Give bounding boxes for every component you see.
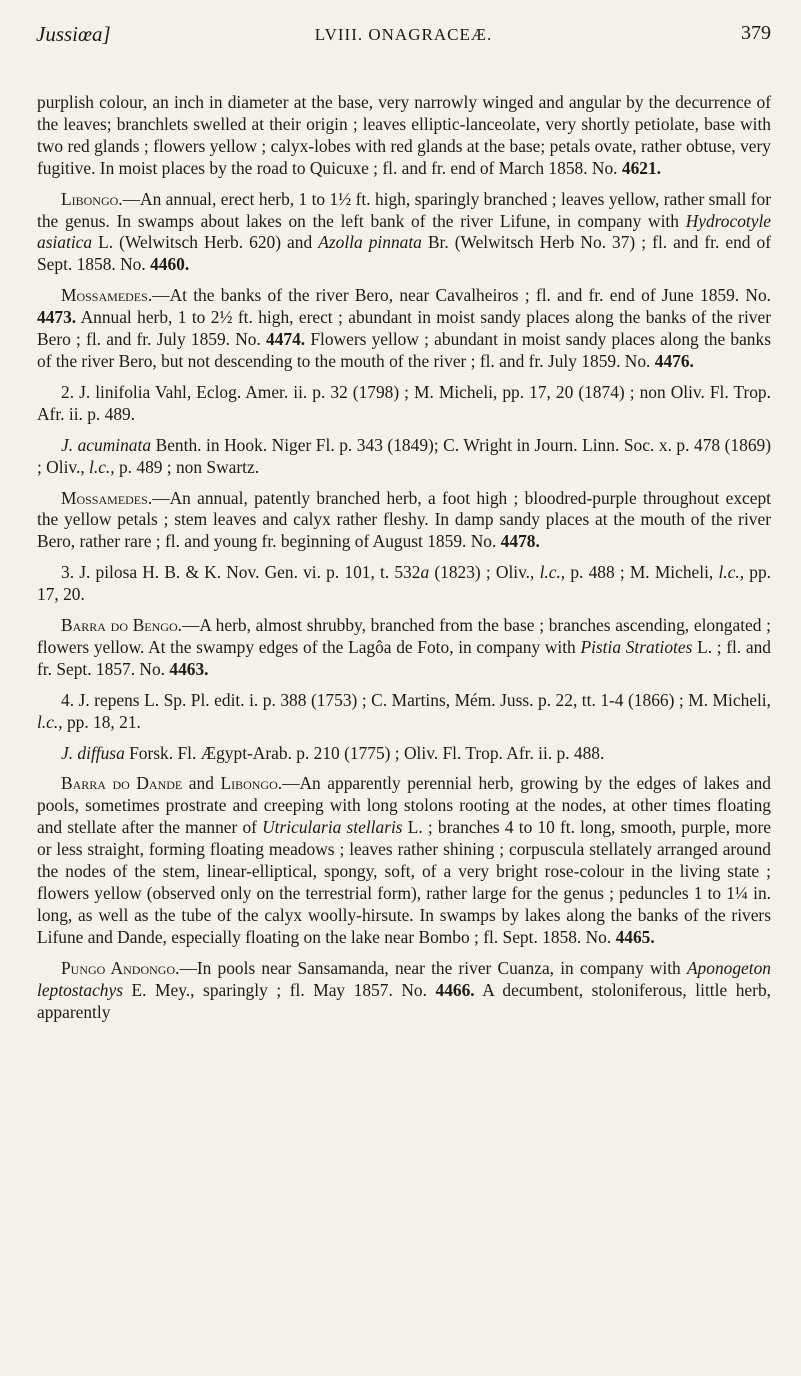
specimen-number: 4621. bbox=[621, 157, 662, 178]
paragraph-libongo: Libongo.—An annual, erect herb, 1 to 1½ ft. high, sparingly branched ; leaves yellow, rather small for the genus. In swamps about lakes on the left bank of the river Lifune, in company with Hydrocotyle asiatica L. (Welwitsch Herb. 620) and Azolla pinnata Br. (Welwitsch Herb No. 37) ; fl. and fr. end of Sept. 1858. No. 4460. bbox=[37, 188, 771, 275]
specimen-number: 4463. bbox=[169, 658, 209, 679]
synonym-name: J. diffusa bbox=[61, 742, 125, 763]
specimen-number: 4465. bbox=[615, 926, 655, 947]
page-number: 379 bbox=[741, 22, 771, 44]
locality-name: Pungo Andongo. bbox=[61, 957, 180, 978]
species-name: Pistia Stratiotes bbox=[580, 636, 693, 657]
specimen-number: 4473. bbox=[37, 307, 77, 328]
paragraph-pungo-andongo: Pungo Andongo.—In pools near Sansamanda, near the river Cuanza, in company with Aponogeton leptostachys E. Mey., sparingly ; fl. May 1857. No. 4466. A decumbent, stoloniferous, little herb, apparently bbox=[37, 957, 771, 1022]
specimen-number: 4476. bbox=[654, 350, 694, 371]
locality-name: Libongo. bbox=[220, 773, 283, 794]
specimen-number: 4474. bbox=[266, 329, 306, 350]
locality-name: Mossamedes. bbox=[61, 487, 153, 508]
specimen-number: 4466. bbox=[435, 979, 475, 1000]
species-heading-repens: 4. J. repens L. Sp. Pl. edit. i. p. 388 (1753) ; C. Martins, Mém. Juss. p. 22, tt. 1-4 (1866) ; M. Micheli, l.c., pp. 18, 21. bbox=[37, 689, 771, 732]
species-heading-pilosa: 3. J. pilosa H. B. & K. Nov. Gen. vi. p. 101, t. 532a (1823) ; Oliv., l.c., p. 488 ; M. Micheli, l.c., pp. 17, 20. bbox=[37, 562, 771, 605]
species-name: Aponogeton leptostachys bbox=[37, 957, 771, 1000]
paragraph-mossamedes: Mossamedes.—At the banks of the river Bero, near Cavalheiros ; fl. and fr. end of June 1859. No. 4473. Annual herb, 1 to 2½ ft. high, erect ; abundant in moist sandy places along the banks of the river Bero ; fl. and fr. July 1859. No. 4474. Flowers yellow ; abundant in moist sandy places along the banks of the river Bero, but not descending to the mouth of the river ; fl. and fr. July 1859. No. 4476. bbox=[37, 285, 771, 371]
species-heading: 2. J. linifolia bbox=[61, 381, 151, 402]
running-head-genus: Jussiœa] bbox=[36, 22, 111, 46]
synonym-name: J. acuminata bbox=[61, 434, 152, 455]
synonym-diffusa: J. diffusa Forsk. Fl. Ægypt-Arab. p. 210 (1775) ; Oliv. Fl. Trop. Afr. ii. p. 488. bbox=[61, 742, 605, 763]
locality-name: Mossamedes. bbox=[61, 285, 153, 306]
species-name: Utricularia stellaris bbox=[262, 817, 403, 838]
specimen-number: 4478. bbox=[500, 531, 540, 552]
running-head bbox=[36, 16, 771, 48]
paragraph-mossamedes-2: Mossamedes.—An annual, patently branched herb, a foot high ; bloodred-purple throughout except the yellow petals ; stem leaves and calyx rather fleshy. In damp sandy places at the mouth of the river Bero, rather rare ; fl. and young fr. beginning of August 1859. No. 4478. bbox=[37, 487, 771, 552]
species-heading: 4. J. repens bbox=[61, 689, 140, 710]
paragraph-continuation: purplish colour, an inch in diameter at the base, very narrowly winged and angular by the decurrence of the leaves; branchlets swelled at their origin ; leaves elliptic-lanceolate, very shortly petiolate, base with two red glands ; flowers yellow ; calyx-lobes with red glands at the base; petals ovate, rather obtuse, very fugitive. In moist places by the road to Quicuxe ; fl. and fr. end of March 1858. No. 4621. bbox=[37, 92, 771, 178]
paragraph-barra-do-bengo: Barra do Bengo.—A herb, almost shrubby, branched from the base ; branches ascending, elongated ; flowers yellow. At the swampy edges of the Lagôa de Foto, in company with Pistia Stratiotes L. ; fl. and fr. Sept. 1857. No. 4463. bbox=[37, 615, 771, 679]
locality-name: Barra do Bengo. bbox=[61, 615, 182, 636]
species-name: Azolla pinnata bbox=[318, 232, 422, 253]
specimen-number: 4460. bbox=[150, 254, 190, 275]
locality-name: Barra do Dande bbox=[61, 773, 183, 794]
synonym-acuminata: J. acuminata Benth. in Hook. Niger Fl. p. 343 (1849); C. Wright in Journ. Linn. Soc. x. p. 478 (1869) ; Oliv., l.c., p. 489 ; non Swartz. bbox=[37, 434, 772, 477]
species-name: Hydrocotyle asiatica bbox=[37, 210, 771, 253]
species-heading: 3. J. pilosa bbox=[61, 562, 138, 583]
running-head-family: LVIII. ONAGRACEÆ. bbox=[314, 25, 493, 44]
locality-name: Libongo. bbox=[61, 188, 123, 209]
paragraph-barra-do-dande: Barra do Dande and Libongo.—An apparently perennial herb, growing by the edges of lakes and pools, sometimes prostrate and creeping with long stolons rooting at the nodes, at other times floating and stellate after the manner of Utricularia stellaris L. ; branches 4 to 10 ft. long, smooth, purple, more or less straight, forming floating meadows ; leaves rather shining ; corpuscula stellately arranged around the nodes of the stem, linear-elliptical, spongy, soft, of a very bright rose-colour in the living state ; flowers yellow (observed only on the terrestrial form), rather large for the genus ; peduncles 1 to 1¼ in. long, as well as the tube of the calyx woolly-hirsute. In swamps by lakes along the banks of the rivers Lifune and Dande, especially floating on the lake near Bombo ; fl. Sept. 1858. No. 4465. bbox=[37, 773, 772, 947]
species-heading-linifolia: 2. J. linifolia Vahl, Eclog. Amer. ii. p. 32 (1798) ; M. Micheli, pp. 17, 20 (1874) ; non Oliv. Fl. Trop. Afr. ii. p. 489. bbox=[37, 381, 771, 424]
page-body bbox=[37, 92, 771, 1032]
